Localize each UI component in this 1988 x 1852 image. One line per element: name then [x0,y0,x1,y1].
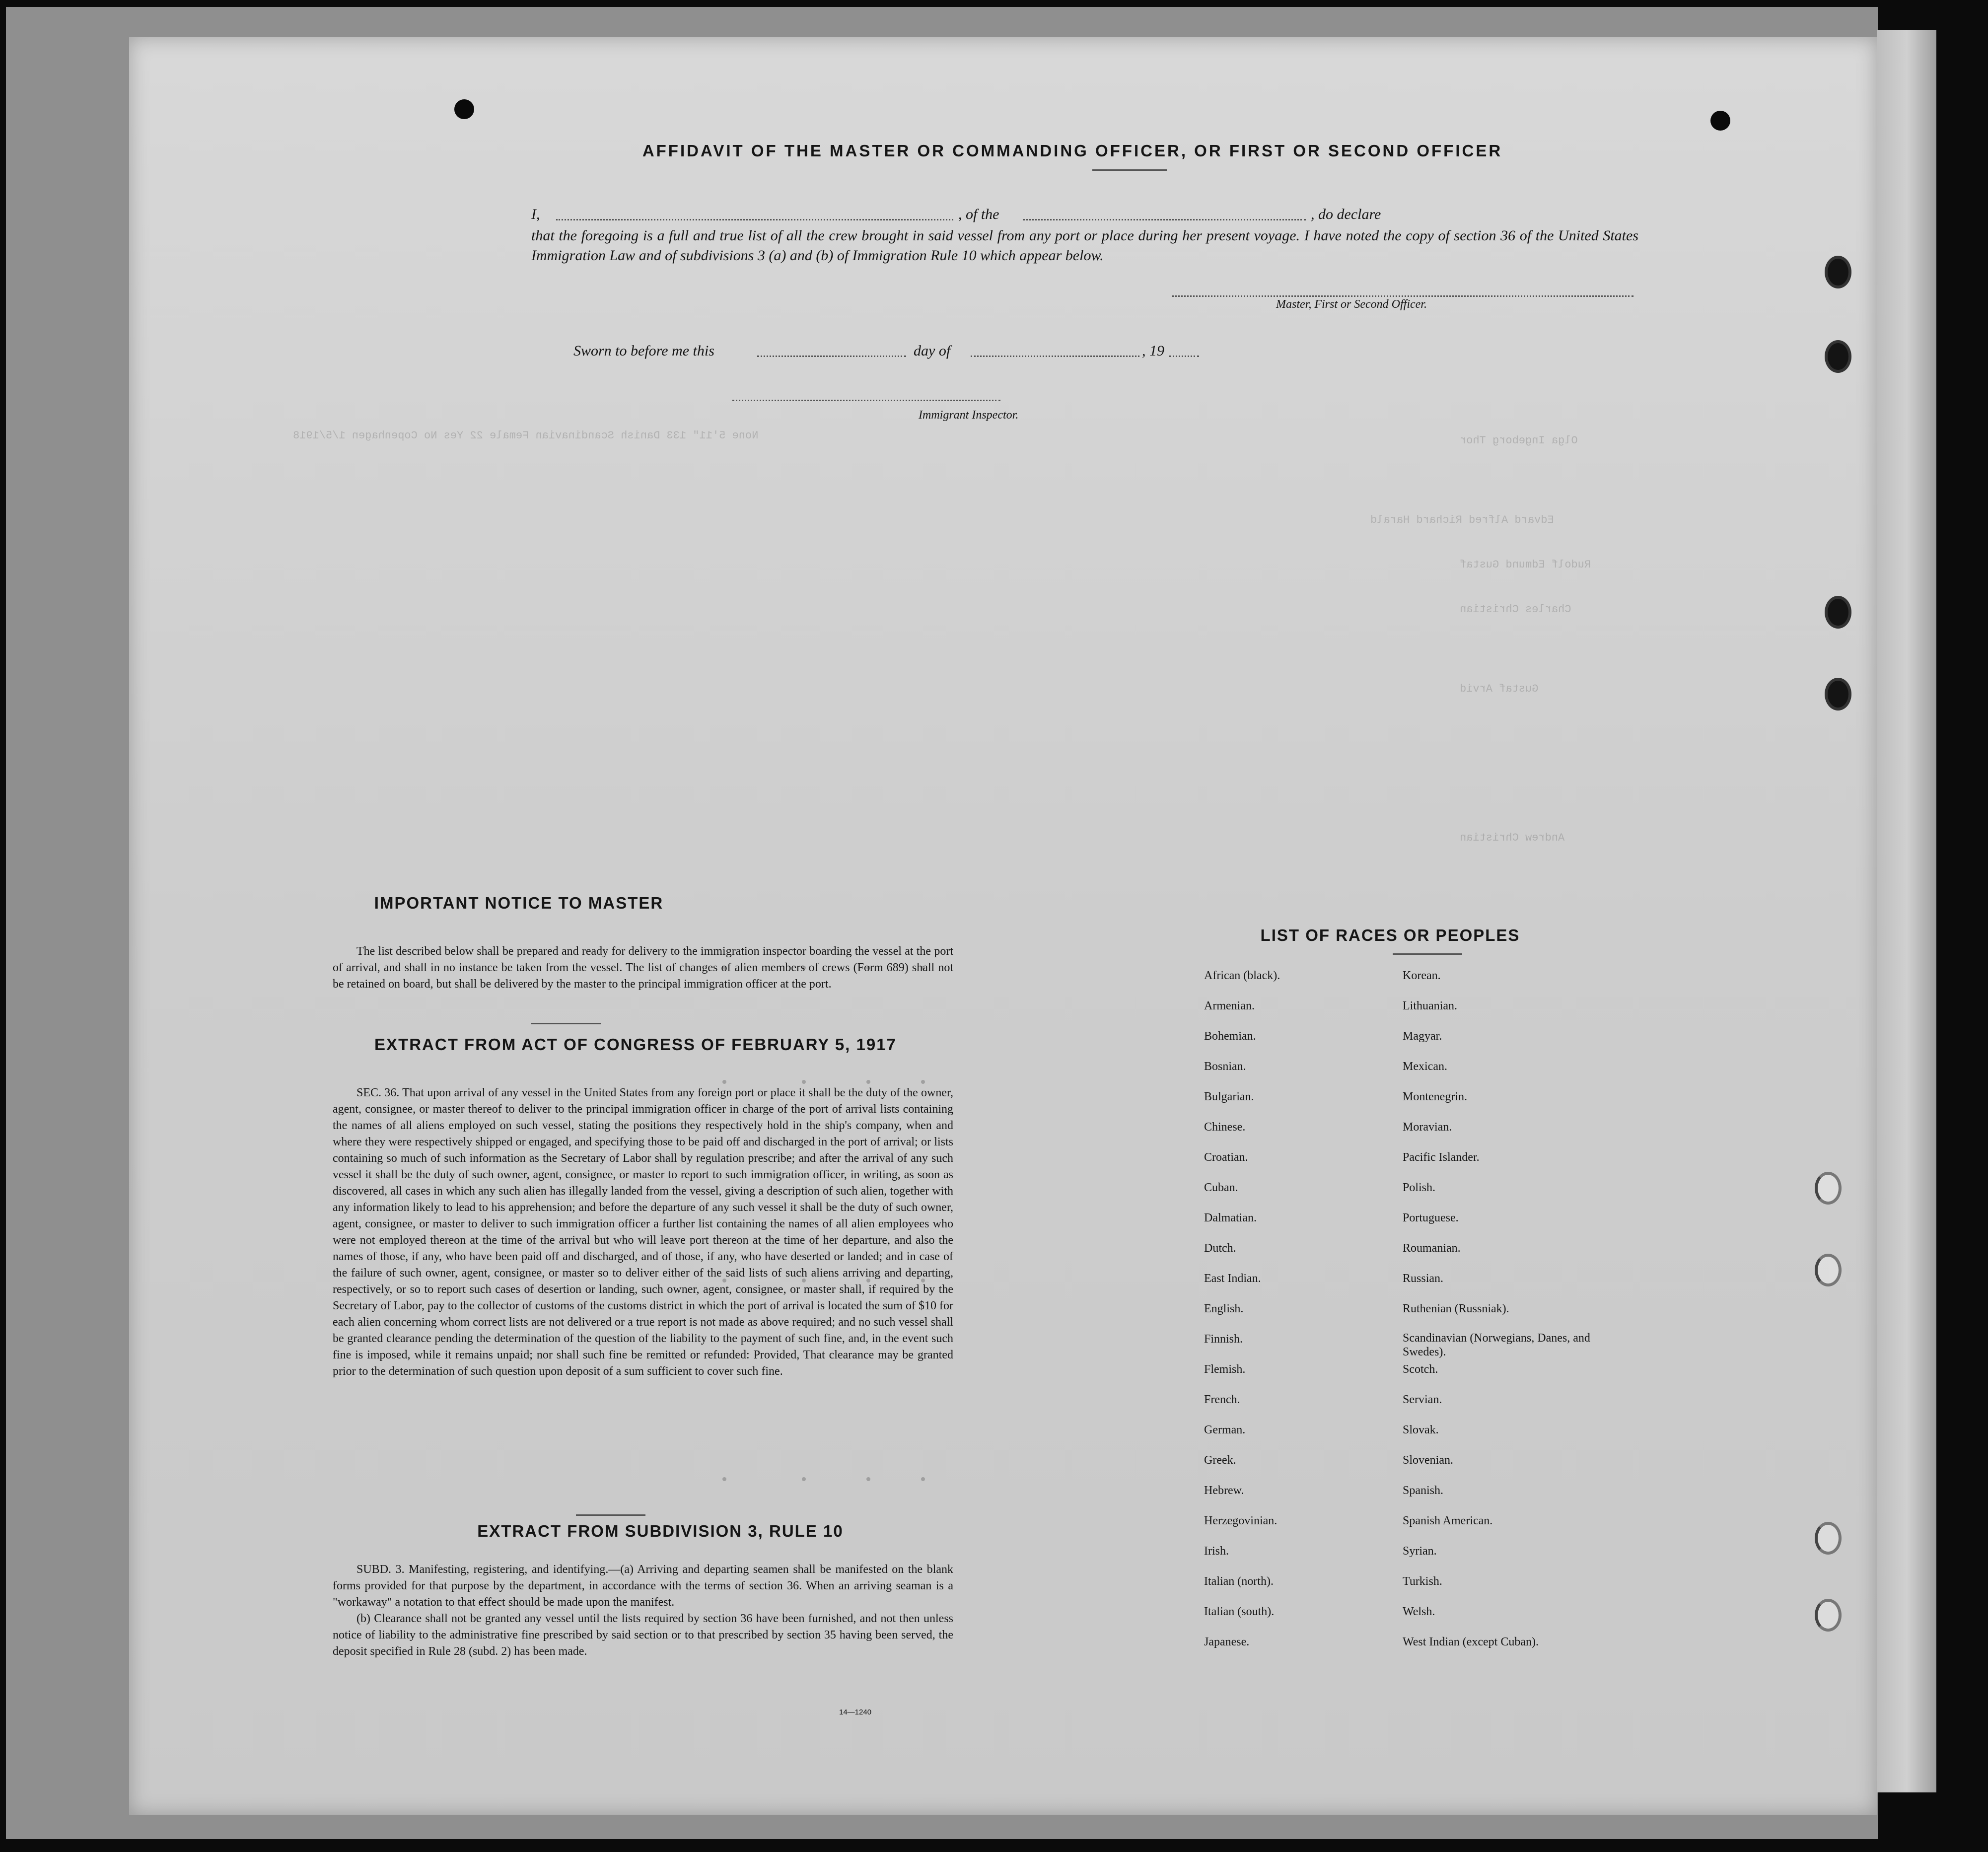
race-entry: Pacific Islander. [1403,1151,1480,1164]
sworn-year: , 19 [1142,343,1164,359]
notice-paragraph: The list described below shall be prepared and ready for delivery to the immigration inspector boarding the vessel at the port of arrival, and shall in no instance be taken from the vessel. The list of changes of alien members of crews (Form 689) shall not be retained on board, but shall be delivered by the master to the principal immigration officer at the port. [333,945,953,991]
race-entry: Armenian. [1204,999,1255,1012]
race-entry: Dutch. [1204,1242,1236,1255]
race-entry: Scotch. [1403,1363,1438,1376]
bleed-through-text: Olga Ingeborg Thor [1460,434,1578,447]
race-entry: Slovenian. [1403,1454,1453,1467]
bleed-through-text: Charles Christian [1460,603,1571,616]
race-entry: Russian. [1403,1272,1444,1285]
race-entry: Herzegovinian. [1204,1514,1278,1527]
race-entry: Korean. [1403,969,1441,982]
bleed-through-text: Edvard Alfred Richard Harald [1370,514,1554,526]
race-entry: African (black). [1204,969,1280,982]
act-title: EXTRACT FROM ACT OF CONGRESS OF FEBRUARY 5, 1917 [374,1035,897,1054]
race-entry: Portuguese. [1403,1211,1459,1224]
binder-ring [1815,1522,1842,1555]
race-entry: Moravian. [1403,1121,1452,1134]
binder-ring [1815,1599,1842,1632]
sworn-day-of: day of [914,343,951,359]
vessel-name-blank [1023,219,1306,220]
inspector-label: Immigrant Inspector. [919,409,1019,422]
race-entry: Scandinavian (Norwegians, Danes, and Swedes). [1403,1332,1590,1358]
race-entry: Montenegrin. [1403,1090,1467,1103]
section-rule [576,1514,645,1516]
binder-ring [1825,256,1851,288]
sworn-day-blank [757,356,906,357]
declare-of-the-label: , of the [958,206,999,222]
declare-i-label: I, [531,206,540,222]
race-entry: Bulgarian. [1204,1090,1254,1103]
race-entry: West Indian (except Cuban). [1403,1636,1539,1648]
race-entry: Spanish. [1403,1484,1444,1497]
race-entry: Dalmatian. [1204,1211,1257,1224]
rule-title: EXTRACT FROM SUBDIVISION 3, RULE 10 [477,1522,844,1540]
affidavit-statement: that the foregoing is a full and true list of all the crew brought in said vessel from any port or place during her present voyage. I have noted the copy of section 36 of the United States Immigration Law and of subdivisions 3 (a) and (b) of Immigration Rule 10 which appear below. [531,227,1638,264]
race-entry: Italian (south). [1204,1605,1275,1618]
rule-paragraph-b: (b) Clearance shall not be granted any vessel until the lists required by section 36 have been furnished, and not then unless notice of liability to the administrative fine prescribed by said section or to that prescribed by section 35 having been served, the deposit specified in Rule 28 (subd. 2) has been made. [333,1612,953,1658]
race-entry: Chinese. [1204,1121,1246,1134]
stacked-page-edges [1877,30,1936,1792]
officer-name-blank [556,219,953,220]
title-rule [1092,169,1167,171]
race-entry: Greek. [1204,1454,1236,1467]
races-rule [1393,953,1462,955]
binder-ring [1825,596,1851,629]
signature-line [1172,295,1633,297]
race-entry: Turkish. [1403,1575,1442,1588]
binder-ring [1825,678,1851,711]
bleed-through-mark [802,1477,806,1481]
race-entry: Welsh. [1403,1605,1435,1618]
binder-ring [1815,1254,1842,1286]
race-entry: Croatian. [1204,1151,1248,1164]
race-entry: Japanese. [1204,1636,1250,1648]
bleed-through-mark [921,1477,925,1481]
bleed-through-mark [921,1080,925,1084]
sworn-year-blank [1169,356,1199,357]
race-entry: Lithuanian. [1403,999,1457,1012]
signature-label: Master, First or Second Officer. [1276,298,1427,311]
punch-hole [1710,111,1730,131]
bleed-through-mark [802,1080,806,1084]
race-entry: Irish. [1204,1545,1229,1558]
sworn-month-blank [971,356,1139,357]
race-entry: Italian (north). [1204,1575,1274,1588]
bleed-through-mark [866,1477,870,1481]
race-entry: Spanish American. [1403,1514,1493,1527]
act-body [333,1085,953,1380]
races-left-column [1204,961,1393,1657]
declare-suffix: , do declare [1311,206,1381,222]
race-entry: Bosnian. [1204,1060,1246,1073]
bleed-through-mark [866,1080,870,1084]
binder-ring [1825,340,1851,373]
rule-body [333,1562,953,1660]
bleed-through-text: Andrew Christian [1460,832,1565,844]
race-entry: Bohemian. [1204,1030,1256,1043]
section-rule [531,1023,601,1024]
inspector-signature-line [732,400,1000,401]
race-entry: Flemish. [1204,1363,1246,1376]
sworn-prefix: Sworn to before me this [573,343,714,359]
races-right-column [1403,961,1631,1657]
bleed-through-text: Rudolf Edmund Gustaf [1460,559,1591,571]
race-entry: Finnish. [1204,1333,1243,1346]
binder-ring [1815,1172,1842,1205]
bleed-through-text: Gustaf Arvid [1460,683,1539,695]
race-entry: Mexican. [1403,1060,1447,1073]
race-entry: Slovak. [1403,1424,1439,1436]
races-title: LIST OF RACES OR PEOPLES [1260,926,1520,944]
bleed-through-mark [722,1080,726,1084]
document-page [129,37,1877,1815]
punch-hole [454,99,474,119]
notice-body [333,943,953,993]
race-entry: Syrian. [1403,1545,1437,1558]
race-entry: Roumanian. [1403,1242,1461,1255]
race-entry: German. [1204,1424,1246,1436]
race-entry: English. [1204,1302,1244,1315]
race-entry: Servian. [1403,1393,1442,1406]
notice-title: IMPORTANT NOTICE TO MASTER [374,894,664,912]
rule-paragraph-a: SUBD. 3. Manifesting, registering, and identifying.—(a) Arriving and departing seamen shall be manifested on the blank forms provided for that purpose by the department, in accordance with the terms of section 36. When an arriving seaman is a "workaway" a notation to that effect should be made upon the manifest. [333,1563,953,1609]
race-entry: Magyar. [1403,1030,1442,1043]
race-entry: East Indian. [1204,1272,1261,1285]
form-number: 14—1240 [839,1708,872,1716]
affidavit-title: AFFIDAVIT OF THE MASTER OR COMMANDING OFFICER, OR FIRST OR SECOND OFFICER [642,142,1503,160]
bleed-through-mark [722,1477,726,1481]
bleed-through-text: None 5'11" 133 Danish Scandinavian Female 22 Yes No Copenhagen 1/5/1918 [293,429,759,442]
race-entry: Cuban. [1204,1181,1238,1194]
race-entry: Polish. [1403,1181,1436,1194]
race-entry: Hebrew. [1204,1484,1244,1497]
race-entry: Ruthenian (Russniak). [1403,1302,1509,1315]
race-entry: French. [1204,1393,1240,1406]
act-paragraph: SEC. 36. That upon arrival of any vessel in the United States from any foreign port or place it shall be the duty of the owner, agent, consignee, or master thereof to deliver to the principal immigration officer in charge of the port of arrival lists containing the names of all aliens employed on such vessel, stating the positions they respectively hold in the ship's company, when and where they were respectively shipped or engaged, and specifying those to be paid off and discharged in the port of arrival; or lists containing so much of such information as the Secretary of Labor shall by regulation prescribe; and after the arrival of any such vessel it shall be the duty of such owner, agent, consignee, or master to report to such immigration officer, in writing, as soon as discovered, all cases in which any such alien has illegally landed from the vessel, giving a description of such alien, together with any information likely to lead to his apprehension; and before the departure of any such vessel it shall be the duty of such owner, agent, consignee, or master to deliver to such immigration officer a further list containing the names of all alien employees who were not employed thereon at the time of the arrival but who will leave port thereon at the time of her departure, and also the names of those, if any, who have been paid off and discharged, and of those, if any, who have deserted or landed; and in case of the failure of such owner, agent, consignee, or master so to deliver either of the said lists of such aliens arriving and departing, respectively, or so to report such cases of desertion or landing, such owner, agent, consignee, or master shall, if required by the Secretary of Labor, pay to the collector of customs of the customs district in which the port of arrival is located the sum of $10 for each alien concerning whom correct lists are not delivered or a true report is not made as above required; and no such vessel shall be granted clearance pending the determination of the question of the liability to the payment of such fine, and, in the event such fine is imposed, while it remains unpaid; nor shall such fine be remitted or refunded: Provided, That clearance may be granted prior to the determination of such question upon deposit of a sum sufficient to cover such fine. [333,1086,953,1378]
